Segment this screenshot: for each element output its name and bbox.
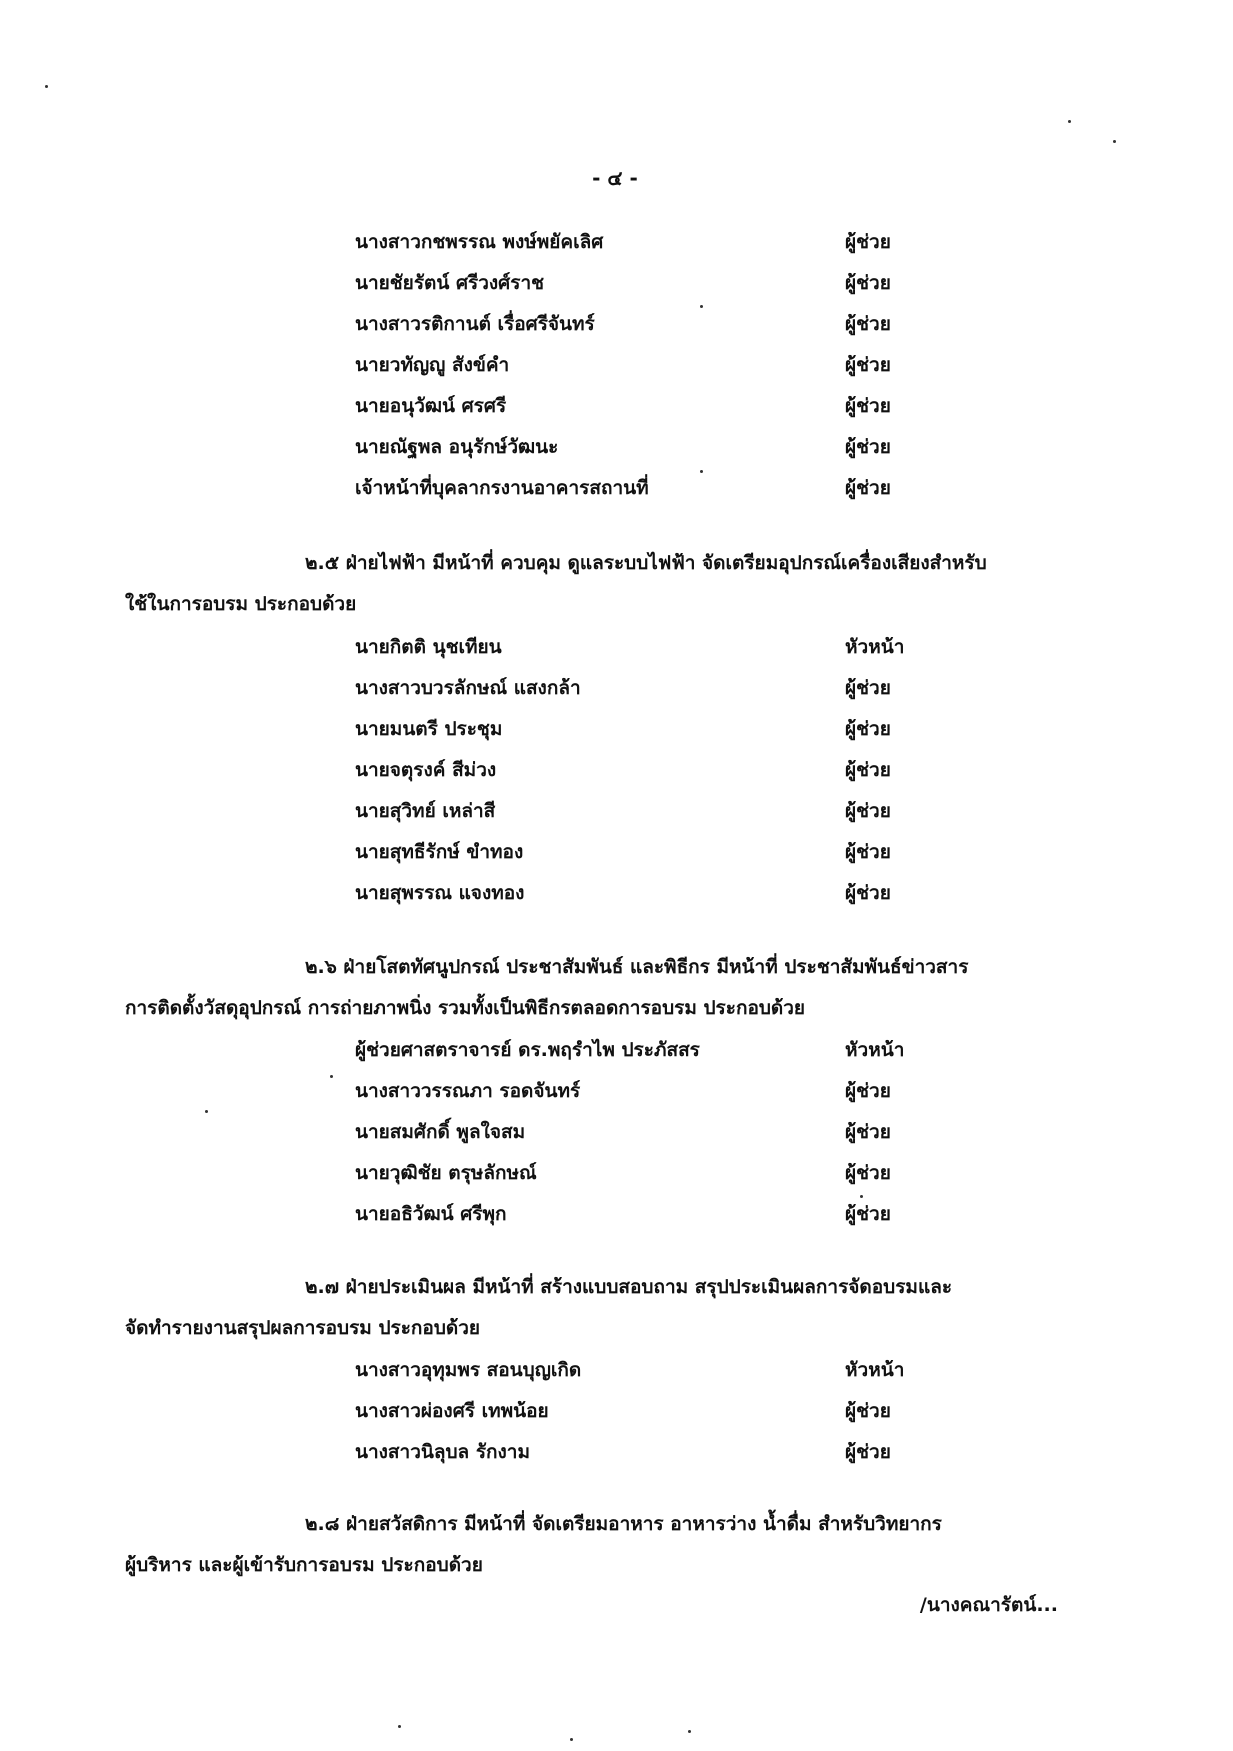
member-role: ผู้ช่วย (845, 841, 891, 863)
member-row (0, 1158, 1233, 1194)
member-row (0, 1076, 1233, 1112)
member-role: ผู้ช่วย (845, 1441, 891, 1463)
scan-speck (45, 85, 48, 88)
section-heading: ๒.๘ ฝ่ายสวัสดิการ มีหน้าที่ จัดเตรียมอาหาร อาหารว่าง น้ำดื่ม สำหรับวิทยากร (305, 1513, 942, 1535)
member-name: นายจตุรงค์ สีม่วง (355, 759, 497, 781)
member-name: นายกิตติ นุชเทียน (355, 636, 502, 658)
member-role: ผู้ช่วย (845, 882, 891, 904)
scan-speck (688, 1730, 691, 1733)
section-continuation: การติดตั้งวัสดุอุปกรณ์ การถ่ายภาพนิ่ง รวมทั้งเป็นพิธีกรตลอดการอบรม ประกอบด้วย (125, 997, 806, 1019)
member-role: ผู้ช่วย (845, 800, 891, 822)
member-row (0, 632, 1233, 668)
scan-speck (570, 1738, 573, 1741)
section-continuation: ใช้ในการอบรม ประกอบด้วย (125, 593, 357, 615)
member-name: นายชัยรัตน์ ศรีวงศ์ราช (355, 272, 545, 294)
member-row (0, 350, 1233, 386)
page-number: - ๔ - (592, 166, 638, 190)
scan-speck (398, 1725, 401, 1728)
member-name: นายณัฐพล อนุรักษ์วัฒนะ (355, 436, 559, 458)
section-continuation: จัดทำรายงานสรุปผลการอบรม ประกอบด้วย (125, 1317, 481, 1339)
member-row (0, 796, 1233, 832)
member-row (0, 1355, 1233, 1391)
member-name: เจ้าหน้าที่บุคลากรงานอาคารสถานที่ (355, 477, 649, 499)
member-row (0, 837, 1233, 873)
scan-speck (205, 1110, 208, 1113)
member-row (0, 1199, 1233, 1235)
member-role: ผู้ช่วย (845, 718, 891, 740)
member-role: ผู้ช่วย (845, 477, 891, 499)
member-name: นางสาวรติกานต์ เรื่อศรีจันทร์ (355, 313, 595, 335)
member-name: นายวทัญญู สังข์คำ (355, 354, 510, 376)
member-role: ผู้ช่วย (845, 759, 891, 781)
scan-speck (1068, 120, 1071, 123)
member-name: ผู้ช่วยศาสตราจารย์ ดร.พฤรำไพ ประภัสสร (355, 1039, 700, 1061)
member-name: นางสาวกชพรรณ พงษ์พยัคเลิศ (355, 231, 604, 253)
member-role: ผู้ช่วย (845, 677, 891, 699)
scan-speck (330, 1075, 333, 1078)
member-role: ผู้ช่วย (845, 395, 891, 417)
member-row (0, 1396, 1233, 1432)
member-row (0, 227, 1233, 263)
member-name: นายสุพรรณ แจงทอง (355, 882, 525, 904)
member-name: นายวุฒิชัย ตรุษลักษณ์ (355, 1162, 537, 1184)
next-page-reference: /นางคณารัตน์... (919, 1594, 1058, 1616)
scan-speck (1113, 140, 1116, 143)
member-role: ผู้ช่วย (845, 313, 891, 335)
member-row (0, 878, 1233, 914)
member-row (0, 473, 1233, 509)
member-name: นางสาวนิลุบล รักงาม (355, 1441, 530, 1463)
section-heading: ๒.๗ ฝ่ายประเมินผล มีหน้าที่ สร้างแบบสอบถาม สรุปประเมินผลการจัดอบรมและ (305, 1276, 953, 1298)
member-name: นางสาววรรณภา รอดจันทร์ (355, 1080, 581, 1102)
member-name: นางสาวบวรลักษณ์ แสงกล้า (355, 677, 581, 699)
member-role: หัวหน้า (845, 1039, 905, 1061)
scan-speck (700, 305, 703, 308)
member-row (0, 1035, 1233, 1071)
scan-speck (700, 470, 703, 473)
member-role: ผู้ช่วย (845, 354, 891, 376)
member-role: ผู้ช่วย (845, 1121, 891, 1143)
member-role: ผู้ช่วย (845, 1400, 891, 1422)
member-row (0, 391, 1233, 427)
member-row (0, 432, 1233, 468)
member-role: ผู้ช่วย (845, 272, 891, 294)
member-role: หัวหน้า (845, 636, 905, 658)
member-role: ผู้ช่วย (845, 231, 891, 253)
section-heading: ๒.๖ ฝ่ายโสตทัศนูปกรณ์ ประชาสัมพันธ์ และพิธีกร มีหน้าที่ ประชาสัมพันธ์ข่าวสาร (305, 956, 969, 978)
member-name: นายอนุวัฒน์ ศรศรี (355, 395, 507, 417)
member-name: นายสมศักดิ์ พูลใจสม (355, 1121, 526, 1143)
member-row (0, 755, 1233, 791)
scan-speck (860, 1195, 863, 1198)
member-role: ผู้ช่วย (845, 436, 891, 458)
member-row (0, 673, 1233, 709)
member-name: นายสุวิทย์ เหล่าสี (355, 800, 496, 822)
member-row (0, 268, 1233, 304)
member-name: นายสุทธีรักษ์ ขำทอง (355, 841, 524, 863)
member-name: นายอธิวัฒน์ ศรีพุก (355, 1203, 507, 1225)
member-role: หัวหน้า (845, 1359, 905, 1381)
member-name: นางสาวอุทุมพร สอนบุญเกิด (355, 1359, 582, 1381)
member-row (0, 1437, 1233, 1473)
section-heading: ๒.๕ ฝ่ายไฟฟ้า มีหน้าที่ ควบคุม ดูแลระบบไฟฟ้า จัดเตรียมอุปกรณ์เครื่องเสียงสำหรับ (305, 552, 987, 574)
member-role: ผู้ช่วย (845, 1162, 891, 1184)
member-row (0, 1117, 1233, 1153)
section-continuation: ผู้บริหาร และผู้เข้ารับการอบรม ประกอบด้วย (125, 1554, 483, 1576)
member-name: นายมนตรี ประชุม (355, 718, 503, 740)
member-role: ผู้ช่วย (845, 1080, 891, 1102)
member-row (0, 714, 1233, 750)
member-row (0, 309, 1233, 345)
member-name: นางสาวผ่องศรี เทพน้อย (355, 1400, 549, 1422)
member-role: ผู้ช่วย (845, 1203, 891, 1225)
